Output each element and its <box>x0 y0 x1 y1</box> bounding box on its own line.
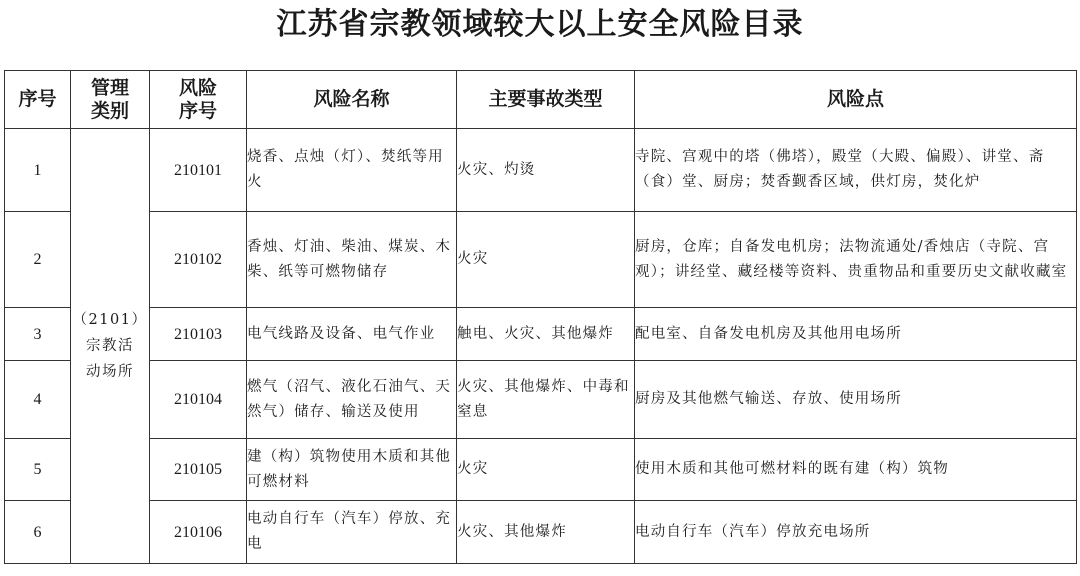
table-row <box>5 361 1077 439</box>
header-risk-name: 风险名称 <box>247 71 457 129</box>
accident-type: 火灾 <box>457 439 635 501</box>
row-no: 6 <box>5 501 71 564</box>
accident-type: 触电、火灾、其他爆炸 <box>457 308 635 361</box>
table-row <box>5 501 1077 564</box>
risk-points: 电动自行车（汽车）停放充电场所 <box>635 501 1077 564</box>
risk-name: 电气线路及设备、电气作业 <box>247 308 457 361</box>
risk-points: 配电室、自备发电机房及其他用电场所 <box>635 308 1077 361</box>
risk-code: 210105 <box>150 439 247 501</box>
header-accident-type: 主要事故类型 <box>457 71 635 129</box>
risk-points: 厨房，仓库；自备发电机房；法物流通处/香烛店（寺院、宫观）；讲经堂、藏经楼等资料、贵重物品和重要历史文献收藏室 <box>635 212 1077 308</box>
risk-name: 燃气（沼气、液化石油气、天然气）储存、输送及使用 <box>247 361 457 439</box>
category-code: （2101） <box>72 312 148 328</box>
risk-points: 使用木质和其他可燃材料的既有建（构）筑物 <box>635 439 1077 501</box>
header-mgmt-line2: 类别 <box>90 99 129 122</box>
row-no: 3 <box>5 308 71 361</box>
document-title: 江苏省宗教领域较大以上安全风险目录 <box>276 7 804 42</box>
row-no: 5 <box>5 439 71 501</box>
risk-code: 210104 <box>150 361 247 439</box>
risk-name: 香烛、灯油、柴油、煤炭、木柴、纸等可燃物储存 <box>247 212 457 308</box>
table-row <box>5 129 1077 212</box>
table-row <box>5 308 1077 361</box>
row-no: 1 <box>5 129 71 212</box>
accident-type: 火灾、灼烫 <box>457 129 635 212</box>
risk-name: 建（构）筑物使用木质和其他可燃材料 <box>247 439 457 501</box>
row-no: 2 <box>5 212 71 308</box>
accident-type: 火灾、其他爆炸 <box>457 501 635 564</box>
risk-points: 厨房及其他燃气输送、存放、使用场所 <box>635 361 1077 439</box>
risk-name: 电动自行车（汽车）停放、充电 <box>247 501 457 564</box>
category-name-line2: 动场所 <box>86 364 134 380</box>
header-risk-points: 风险点 <box>635 71 1077 129</box>
risk-code: 210103 <box>150 308 247 361</box>
header-no: 序号 <box>5 71 71 129</box>
risk-table <box>4 70 1077 564</box>
category-name-line1: 宗教活 <box>86 338 134 354</box>
risk-code: 210102 <box>150 212 247 308</box>
header-risk-no-line1: 风险 <box>178 76 217 99</box>
table-row <box>5 212 1077 308</box>
table-header-row <box>5 71 1077 129</box>
row-no: 4 <box>5 361 71 439</box>
table-row <box>5 439 1077 501</box>
accident-type: 火灾 <box>457 212 635 308</box>
management-category-cell <box>71 129 150 564</box>
header-mgmt-line1: 管理 <box>90 76 129 99</box>
risk-points: 寺院、宫观中的塔（佛塔），殿堂（大殿、偏殿）、讲堂、斋（食）堂、厨房；焚香觐香区域，供灯房，焚化炉 <box>635 129 1077 212</box>
accident-type: 火灾、其他爆炸、中毒和窒息 <box>457 361 635 439</box>
risk-code: 210106 <box>150 501 247 564</box>
risk-code: 210101 <box>150 129 247 212</box>
risk-name: 烧香、点烛（灯）、焚纸等用火 <box>247 129 457 212</box>
header-risk-no-line2: 序号 <box>178 99 217 122</box>
header-risk-number <box>150 71 247 129</box>
header-management-category <box>71 71 150 129</box>
